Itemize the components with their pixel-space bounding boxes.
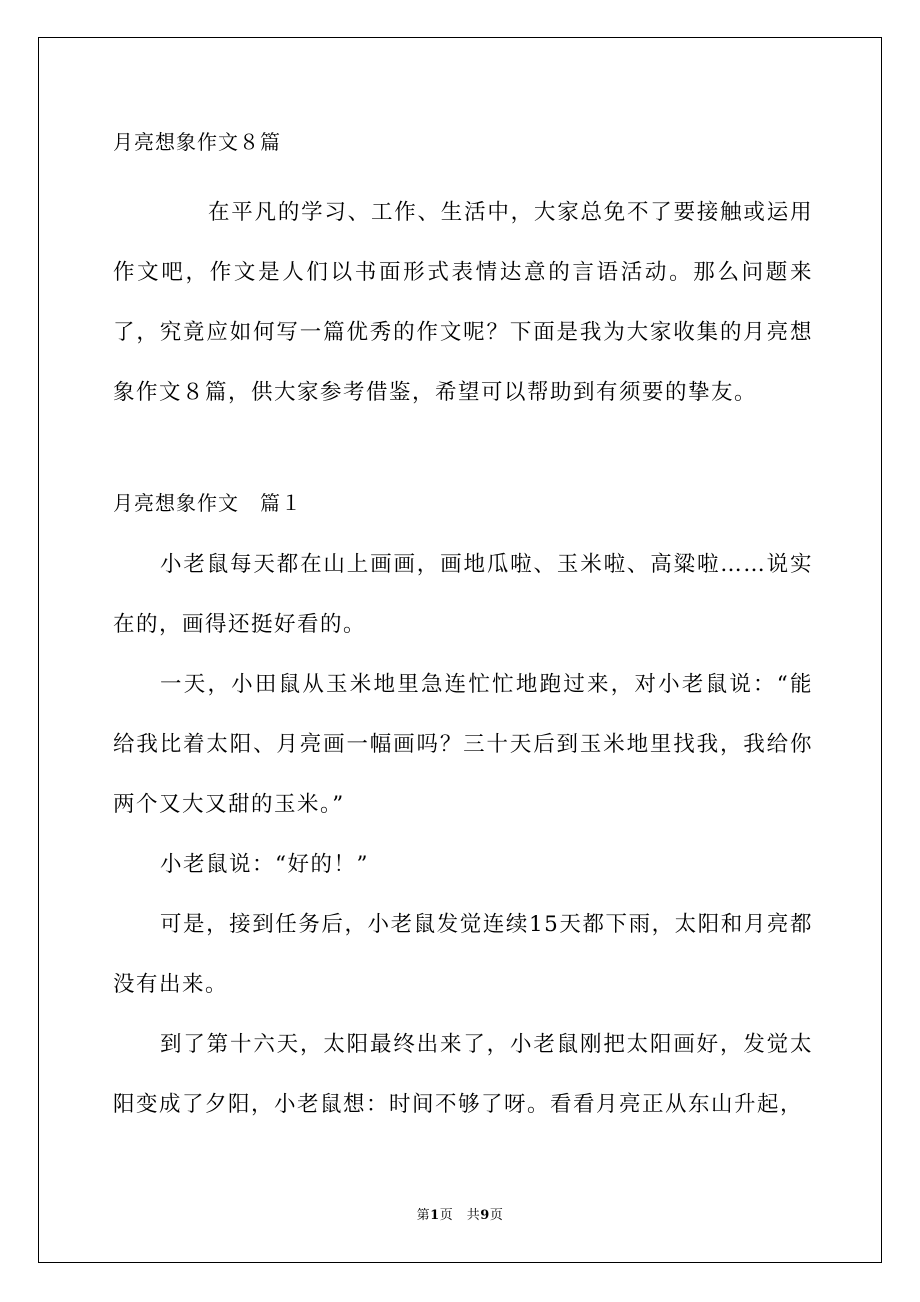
- body-paragraph: 小老鼠说：“好的！”: [160, 852, 369, 877]
- body-paragraph: 小老鼠每天都在山上画画，画地瓜啦、玉米啦、高粱啦……说实在的，画得还挺好看的。: [113, 552, 813, 637]
- document-body: [113, 122, 813, 1135]
- footer-total-prefix: 共: [466, 1208, 481, 1223]
- footer-total-suffix: 页: [489, 1208, 504, 1223]
- footer-prefix: 第: [416, 1208, 431, 1223]
- current-page-number: 1: [430, 1208, 440, 1223]
- body-paragraph: 可是，接到任务后，小老鼠发觉连续15天都下雨，太阳和月亮都没有出来。: [113, 912, 813, 997]
- page-footer: [0, 1206, 920, 1226]
- section-title: 月亮想象作文 篇１: [113, 491, 302, 515]
- body-paragraph: 到了第十六天，太阳最终出来了，小老鼠刚把太阳画好，发觉太阳变成了夕阳，小老鼠想：时间不够了呀。看看月亮正从东山升起，: [113, 1032, 813, 1117]
- intro-paragraph: 在平凡的学习、工作、生活中，大家总免不了要接触或运用作文吧，作文是人们以书面形式表情达意的言语活动。那么问题来了，究竟应如何写一篇优秀的作文呢？下面是我为大家收集的月亮想象作文８篇，供大家参考借鉴，希望可以帮助到有须要的挚友。: [113, 200, 813, 405]
- document-title: 月亮想象作文８篇: [113, 130, 281, 154]
- body-paragraph: 一天，小田鼠从玉米地里急连忙忙地跑过来，对小老鼠说：“能给我比着太阳、月亮画一幅画吗？三十天后到玉米地里找我，我给你两个又大又甜的玉米。”: [113, 672, 813, 817]
- footer-page-suffix: 页: [439, 1208, 454, 1223]
- total-page-count: 9: [480, 1208, 490, 1223]
